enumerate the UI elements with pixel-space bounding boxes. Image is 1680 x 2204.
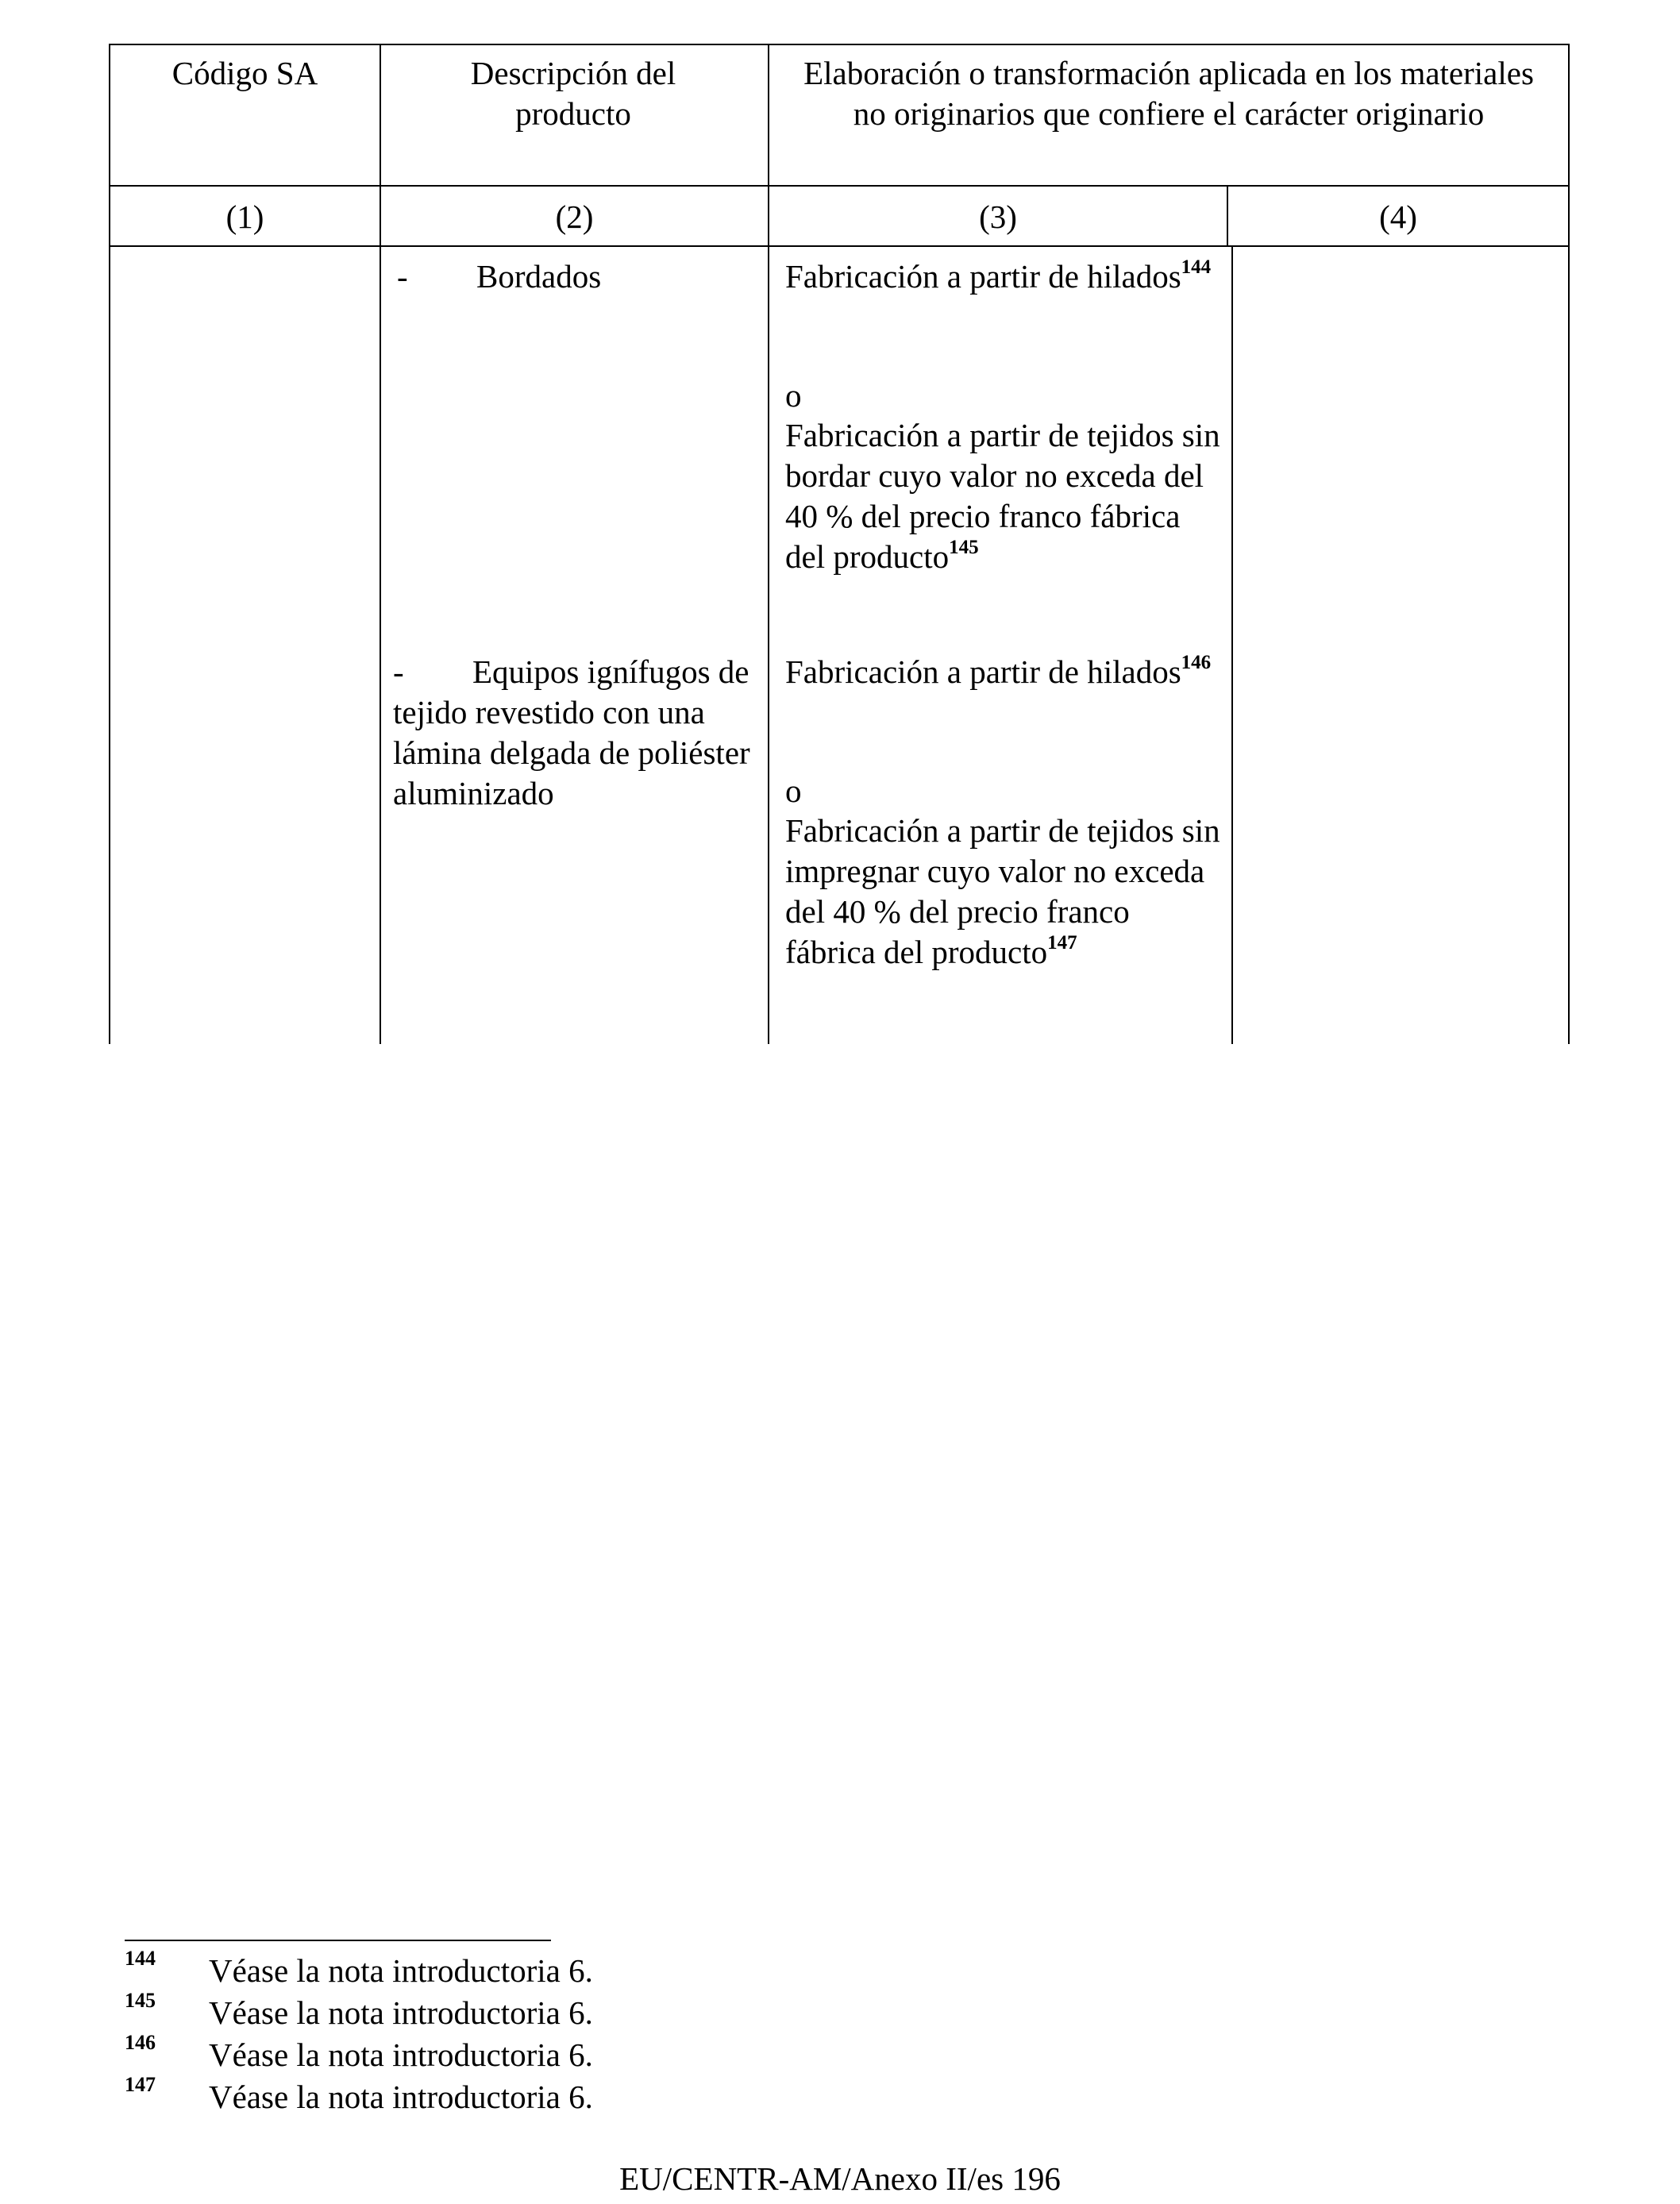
column-number-2: (2) [555, 198, 594, 235]
footnote-144 [125, 1947, 839, 1989]
footnote-text: Véase la nota introductoria 6. [209, 1952, 593, 1989]
header-product-description: Descripción del producto [470, 55, 676, 132]
row2-rule-b-text: Fabricación a partir de tejidos sin impregnar cuyo valor no exceda del 40 % del precio franco fábrica del producto [785, 812, 1220, 970]
column-number-1: (1) [225, 198, 264, 235]
column-number-4: (4) [1379, 198, 1417, 235]
footnote-ref-146: 146 [1181, 652, 1212, 673]
row1-description [397, 256, 762, 297]
row2-rule-a-text: Fabricación a partir de hilados [785, 653, 1181, 690]
row1-rule-b [785, 415, 1222, 577]
row1-or: o [785, 377, 802, 414]
column-number-3: (3) [979, 198, 1017, 235]
row2-rule-b [785, 811, 1222, 973]
footnote-145 [125, 1989, 839, 2031]
footnote-number: 145 [125, 1989, 156, 2012]
row1-rule-a [785, 256, 1214, 297]
row2-rule-a [785, 652, 1214, 692]
header-bottom-border [109, 185, 1570, 187]
row1-dash: - [397, 258, 408, 295]
footnote-146 [125, 2031, 839, 2073]
footnote-text: Véase la nota introductoria 6. [209, 2079, 593, 2115]
row2-or: o [785, 773, 802, 809]
header-hs-code: Código SA [171, 55, 318, 91]
row1-rule-b-text: Fabricación a partir de tejidos sin bordar cuyo valor no exceda del 40 % del precio franco fábrica del producto [785, 417, 1220, 575]
row2-description [393, 652, 758, 814]
col3-col4-divider-body [1231, 245, 1233, 1044]
footnote-text: Véase la nota introductoria 6. [209, 2036, 593, 2073]
table-left-border [109, 44, 110, 1044]
number-row-bottom-border [109, 245, 1570, 247]
footnote-147 [125, 2073, 839, 2115]
row2-description-first: Equipos ignífugos [472, 653, 711, 690]
page-number: EU/CENTR-AM/Anexo II/es 196 [619, 2160, 1061, 2197]
footnote-number: 147 [125, 2073, 156, 2096]
footnote-number: 144 [125, 1947, 156, 1970]
footnote-ref-145: 145 [949, 537, 979, 558]
rules-of-origin-table [109, 44, 1570, 1044]
row2-description-rest: de tejido revestido con una lámina delgada de poliéster aluminizado [393, 653, 750, 811]
col1-col2-divider [380, 44, 381, 1044]
footnote-ref-144: 144 [1181, 256, 1212, 278]
footnote-text: Véase la nota introductoria 6. [209, 1994, 593, 2031]
row2-dash: - [393, 653, 404, 690]
col2-col3-divider [768, 44, 769, 1044]
table-right-border [1568, 44, 1570, 1044]
footnote-separator [125, 1940, 551, 1941]
header-working-processing: Elaboración o transformación aplicada en los materiales no originarios que confiere el carácter originario [803, 55, 1534, 132]
footnote-ref-147: 147 [1047, 932, 1077, 954]
row1-rule-a-text: Fabricación a partir de hilados [785, 258, 1181, 295]
table-top-border [109, 44, 1570, 45]
row1-description-text: Bordados [476, 258, 602, 295]
footnote-number: 146 [125, 2031, 156, 2054]
